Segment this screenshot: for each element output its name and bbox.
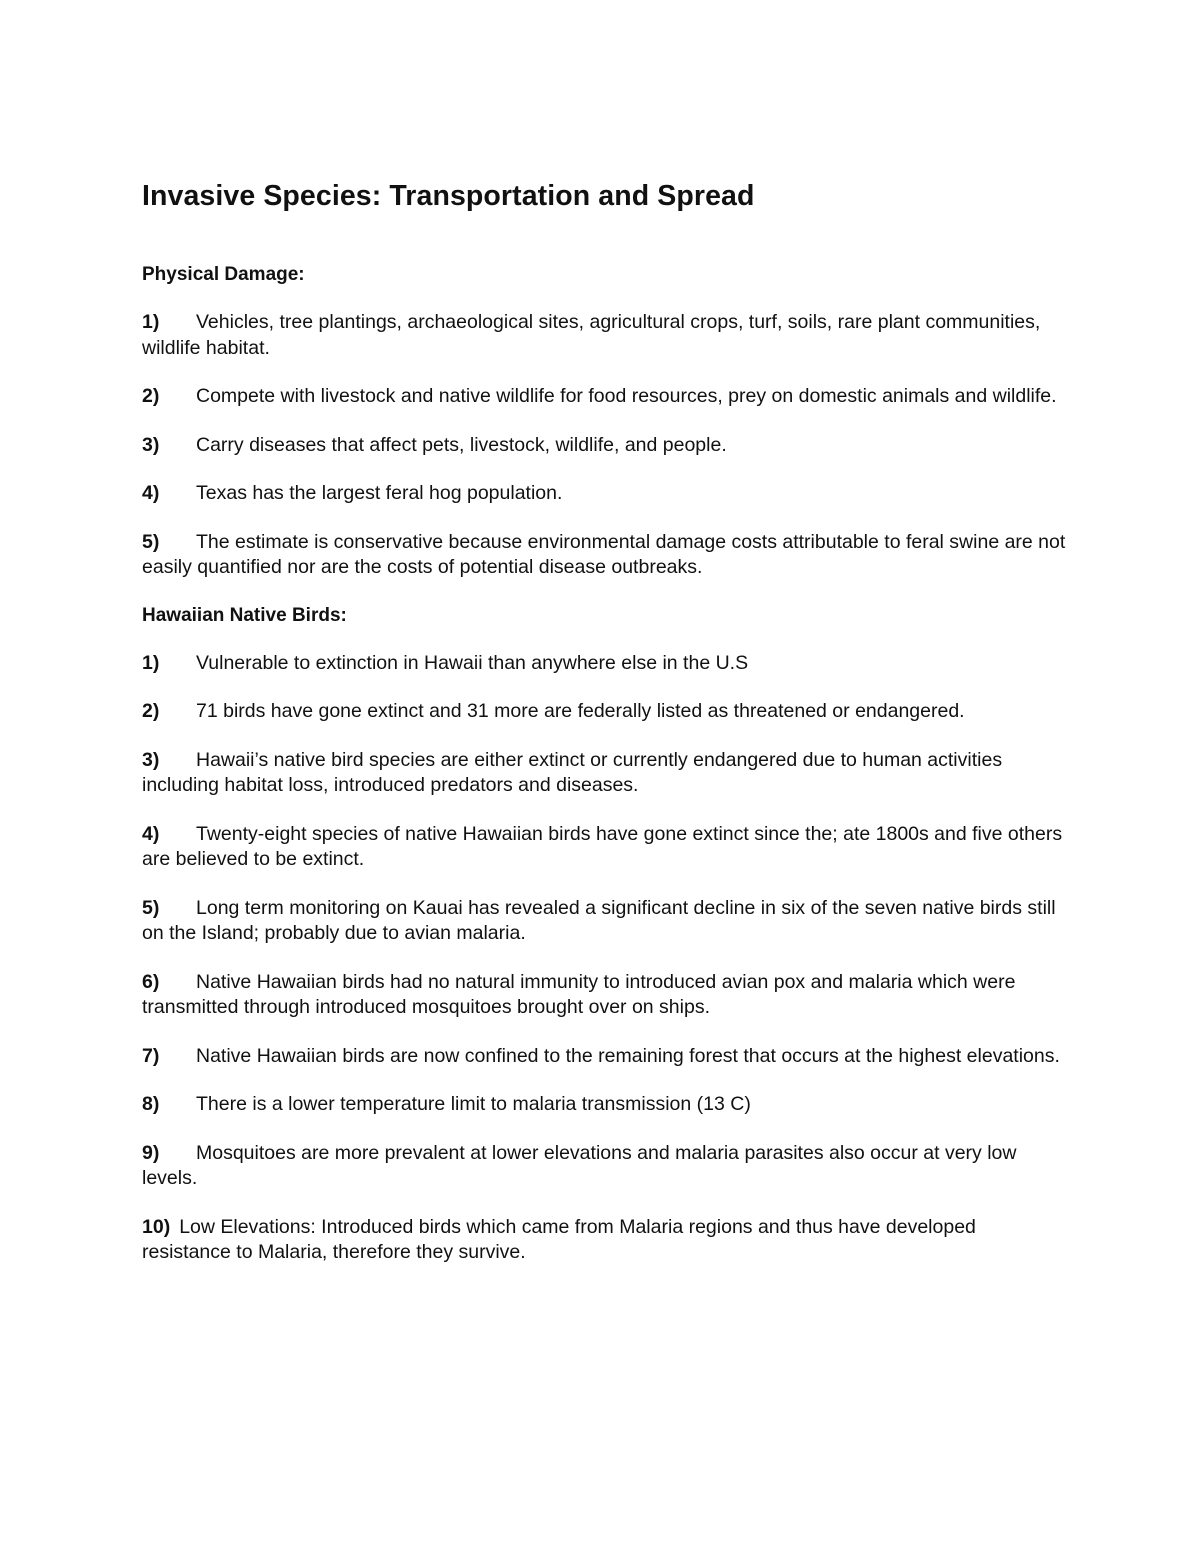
item-number: 2) bbox=[142, 385, 160, 407]
item-number: 7) bbox=[142, 1044, 160, 1067]
list-item bbox=[142, 822, 1067, 873]
item-text: Texas has the largest feral hog population. bbox=[196, 482, 563, 504]
item-text: Native Hawaiian birds are now confined to the remaining forest that occurs at the highest elevations. bbox=[196, 1044, 1060, 1067]
item-number: 10) bbox=[142, 1215, 171, 1238]
item-number: 9) bbox=[142, 1141, 160, 1164]
item-text: Native Hawaiian birds had no natural immunity to introduced avian pox and malaria which were transmitted through introduced mosquitoes brought over on ships. bbox=[142, 970, 1016, 1018]
item-number: 4) bbox=[142, 482, 160, 504]
item-number: 3) bbox=[142, 748, 160, 771]
list-item bbox=[142, 970, 1067, 1021]
item-text: Twenty-eight species of native Hawaiian birds have gone extinct since the; ate 1800s and five others are believed to be extinct. bbox=[142, 822, 1063, 870]
list-item bbox=[142, 1092, 1067, 1118]
item-number: 8) bbox=[142, 1093, 160, 1115]
list-item bbox=[142, 748, 1067, 799]
item-text: Vehicles, tree plantings, archaeological sites, agricultural crops, turf, soils, rare plant communities, wildlife habitat. bbox=[142, 311, 1041, 359]
item-number: 4) bbox=[142, 822, 160, 845]
list-item bbox=[142, 310, 1067, 361]
document-content bbox=[142, 176, 1067, 1266]
list-item bbox=[142, 481, 1067, 507]
list-item bbox=[142, 1215, 1067, 1266]
item-text: There is a lower temperature limit to malaria transmission (13 C) bbox=[196, 1093, 751, 1115]
list-item bbox=[142, 896, 1067, 947]
item-text: Low Elevations: Introduced birds which came from Malaria regions and thus have developed resistance to Malaria, therefore they survive. bbox=[142, 1215, 976, 1263]
item-text: 71 birds have gone extinct and 31 more are federally listed as threatened or endangered. bbox=[196, 700, 965, 722]
item-number: 5) bbox=[142, 896, 160, 919]
list-item bbox=[142, 384, 1067, 410]
item-text: Hawaii’s native bird species are either extinct or currently endangered due to human activities including habitat loss, introduced predators and diseases. bbox=[142, 748, 1003, 796]
item-text: Carry diseases that affect pets, livestock, wildlife, and people. bbox=[196, 433, 727, 456]
item-text: Vulnerable to extinction in Hawaii than anywhere else in the U.S bbox=[196, 651, 749, 674]
list-item bbox=[142, 530, 1067, 581]
item-number: 1) bbox=[142, 311, 160, 333]
list-item bbox=[142, 1141, 1067, 1192]
section-heading-hawaiian-native-birds: Hawaiian Native Birds: bbox=[142, 604, 347, 626]
section-heading-physical-damage: Physical Damage: bbox=[142, 264, 305, 285]
list-item bbox=[142, 1044, 1067, 1070]
list-item bbox=[142, 651, 1067, 677]
item-text: The estimate is conservative because environmental damage costs attributable to feral swine are not easily quantified nor are the costs of potential disease outbreaks. bbox=[142, 530, 1066, 578]
item-text: Long term monitoring on Kauai has revealed a significant decline in six of the seven native birds still on the Island; probably due to avian malaria. bbox=[142, 896, 1056, 944]
item-number: 2) bbox=[142, 700, 160, 722]
item-number: 1) bbox=[142, 651, 160, 674]
item-number: 3) bbox=[142, 433, 160, 456]
item-number: 5) bbox=[142, 530, 160, 553]
item-text: Mosquitoes are more prevalent at lower elevations and malaria parasites also occur at very low levels. bbox=[142, 1141, 1017, 1189]
list-item bbox=[142, 433, 1067, 459]
item-text: Compete with livestock and native wildlife for food resources, prey on domestic animals and wildlife. bbox=[196, 385, 1057, 407]
document-title: Invasive Species: Transportation and Spread bbox=[142, 180, 755, 212]
list-item bbox=[142, 699, 1067, 725]
item-number: 6) bbox=[142, 970, 160, 993]
